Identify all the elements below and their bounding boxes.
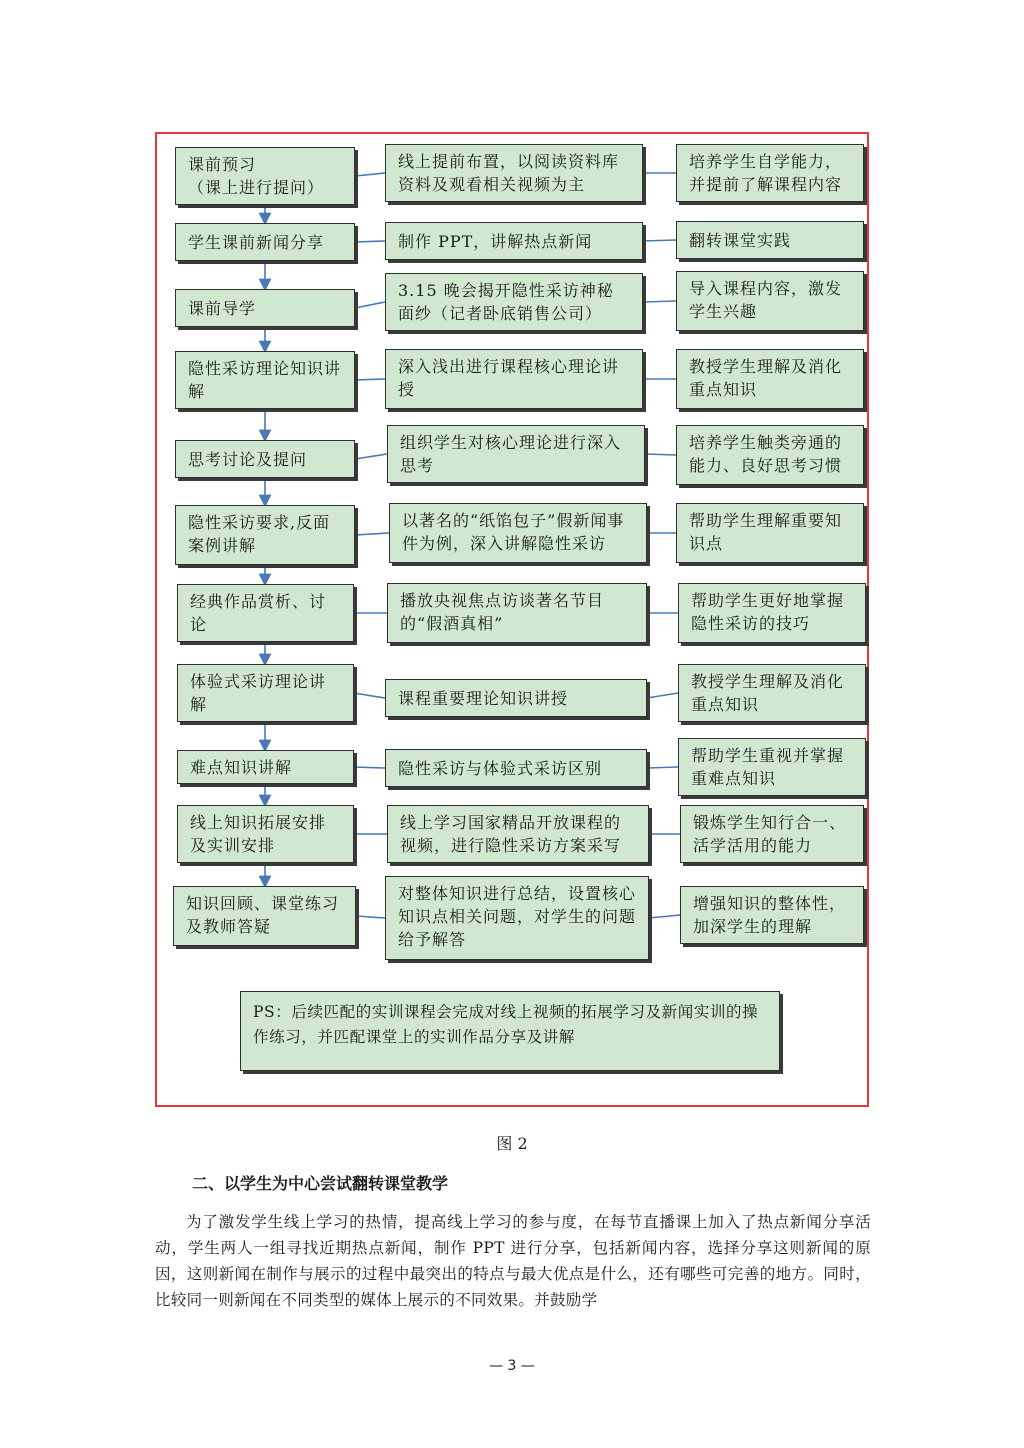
flow-method-box: 播放央视焦点访谈著名节目的“假酒真相” [387, 583, 647, 643]
flow-step-box: 难点知识讲解 [177, 750, 354, 784]
flow-method-box: 线上学习国家精品开放课程的视频，进行隐性采访方案采写 [387, 805, 649, 863]
flow-goal-box: 帮助学生更好地掌握隐性采访的技巧 [678, 583, 866, 643]
figure-caption: 图 2 [496, 1134, 528, 1153]
flow-step-box: 隐性采访理论知识讲解 [175, 351, 355, 409]
flow-method-box: 以著名的“纸馅包子”假新闻事件为例，深入讲解隐性采访 [389, 503, 647, 563]
flow-method-box: 3.15 晚会揭开隐性采访神秘面纱（记者卧底销售公司） [385, 273, 643, 331]
flow-goal-box: 导入课程内容，激发学生兴趣 [676, 271, 864, 331]
flow-step-box: 思考讨论及提问 [175, 440, 355, 478]
flow-method-box: 线上提前布置，以阅读资料库资料及观看相关视频为主 [385, 144, 643, 202]
flow-goal-box: 增强知识的整体性，加深学生的理解 [680, 886, 864, 944]
section-heading: 二、以学生为中心尝试翻转课堂教学 [192, 1174, 449, 1193]
flow-step-box: 课前预习 （课上进行提问） [175, 147, 355, 205]
flow-method-box: 组织学生对核心理论进行深入思考 [387, 425, 645, 483]
flow-method-box: 隐性采访与体验式采访区别 [385, 749, 647, 787]
flow-goal-box: 教授学生理解及消化重点知识 [676, 349, 864, 409]
flow-goal-box: 翻转课堂实践 [676, 221, 864, 259]
flow-step-box: 经典作品赏析、讨论 [177, 584, 354, 642]
flow-goal-box: 教授学生理解及消化重点知识 [678, 664, 866, 722]
flow-step-box: 体验式采访理论讲解 [177, 664, 354, 722]
flow-method-box: 制作 PPT，讲解热点新闻 [385, 222, 643, 260]
body-paragraph: 为了激发学生线上学习的热情，提高线上学习的参与度，在每节直播课上加入了热点新闻分享活动，学生两人一组寻找近期热点新闻，制作 PPT 进行分享，包括新闻内容，选择分享这则新闻的原因，这则新闻在制作与展示的过程中最突出的特点与最大优点是什么，还有哪些可完善的地方。同时，比较同一则新闻在不同类型的媒体上展示的不同效果。并鼓励学 [155, 1213, 871, 1309]
flow-goal-box: 锻炼学生知行合一、活学活用的能力 [680, 805, 864, 863]
flow-step-box: 学生课前新闻分享 [175, 223, 355, 261]
flow-goal-box: 培养学生自学能力，并提前了解课程内容 [676, 144, 864, 202]
flow-method-box: 课程重要理论知识讲授 [385, 679, 647, 717]
flow-method-box: 深入浅出进行课程核心理论讲授 [385, 349, 643, 409]
flow-goal-box: 帮助学生理解重要知识点 [676, 503, 864, 563]
ps-note-box: PS：后续匹配的实训课程会完成对线上视频的拓展学习及新闻实训的操作练习，并匹配课堂上的实训作品分享及讲解 [240, 991, 780, 1071]
flow-step-box: 课前导学 [175, 289, 355, 327]
flow-step-box: 知识回顾、课堂练习及教师答疑 [173, 886, 356, 946]
flow-step-box: 线上知识拓展安排及实训安排 [177, 805, 354, 863]
flow-goal-box: 培养学生触类旁通的能力、良好思考习惯 [676, 425, 864, 485]
page-number: — 3 — [489, 1358, 535, 1374]
flow-goal-box: 帮助学生重视并掌握重难点知识 [678, 738, 866, 796]
flow-step-box: 隐性采访要求,反面案例讲解 [175, 505, 355, 565]
flow-method-box: 对整体知识进行总结，设置核心知识点相关问题，对学生的问题给予解答 [385, 876, 649, 960]
